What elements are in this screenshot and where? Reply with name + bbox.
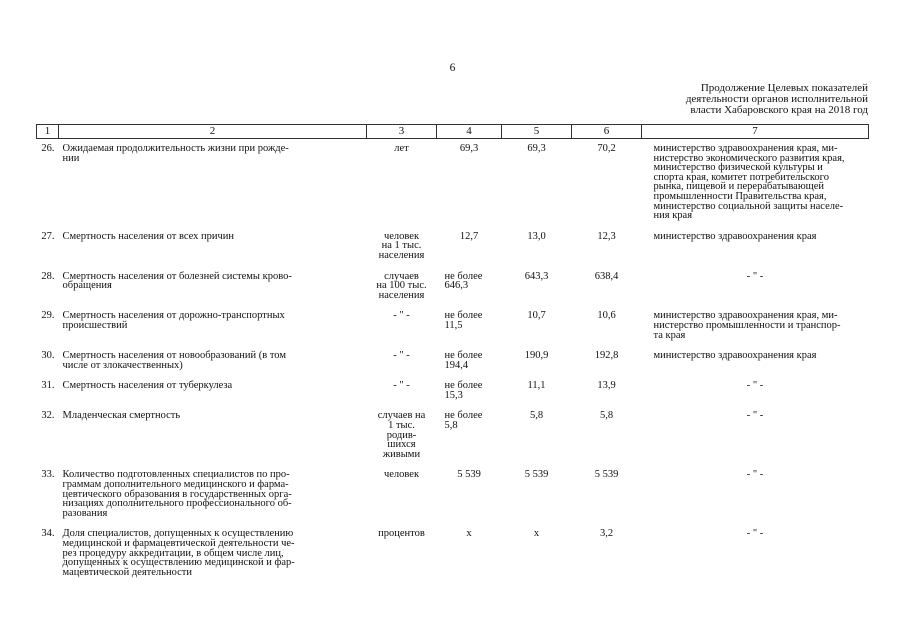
unit: случаев на 100 тыс. населения [376, 270, 427, 301]
executor: - " - [746, 380, 764, 392]
indicator-name: Смертность населения от туберкулеза [62, 380, 233, 392]
indicator-name: Смертность населения от новообразований (в том числе от злокачественных) [62, 350, 286, 371]
indicator-name: Ожидаемая продолжительность жизни при рожде- нии [62, 143, 289, 164]
indicator-name: Количество подготовленных специалистов по про- граммам дополнительного медицинского и фарма- цевтического образования в государственных орга- низациях дополнительного профессионального об- разования [62, 469, 292, 519]
row-number: 33. [41, 469, 55, 481]
row-number: 27. [41, 230, 55, 242]
value-col4: не более 11,5 [444, 310, 483, 331]
header-cell: 4 [437, 125, 502, 139]
value-col4: не более 646,3 [444, 270, 483, 292]
header-cell: 1 [37, 125, 59, 139]
table-row [37, 406, 869, 465]
value-col5: 643,3 [524, 270, 549, 282]
value-col4: 5 539 [457, 469, 481, 481]
table-row [37, 465, 869, 524]
header-cell: 3 [367, 125, 437, 139]
value-col6: 3,2 [599, 528, 614, 540]
unit: - " - [393, 310, 410, 322]
value-col6: 638,4 [594, 270, 619, 282]
value-col5: 11,1 [527, 380, 546, 392]
row-number: 29. [41, 310, 55, 322]
header-cell: 7 [642, 125, 869, 139]
value-col4: 12,7 [459, 230, 479, 242]
unit: случаев на 1 тыс. родив- шихся живыми [377, 410, 426, 460]
table-row [37, 227, 869, 267]
executor: министерство здравоохранения края, ми- нистерство экономического развития края, министерство физической культуры и спорта края, комитет потребительского рынка, пищевой и перерабатывающей промышленности Правительства края, министерство социальной защиты населе- ния края [653, 143, 845, 222]
value-col5: х [533, 528, 540, 540]
executor: министерство здравоохранения края, ми- нистерство промышленности и транспор- та края [653, 310, 841, 341]
value-col4: не более 194,4 [444, 350, 483, 371]
value-col6: 10,6 [597, 310, 616, 322]
unit: - " - [393, 380, 410, 392]
table-row [37, 139, 869, 227]
value-col6: 5 539 [594, 469, 619, 481]
continuation-title: Продолжение Целевых показателей деятельности органов исполнительной власти Хабаровского края на 2018 год [685, 82, 868, 116]
value-col6: 192,8 [594, 350, 619, 362]
indicators-table [36, 124, 869, 583]
row-number: 28. [41, 270, 55, 282]
table-row [37, 267, 869, 307]
value-col5: 5,8 [529, 410, 544, 422]
indicator-name: Смертность населения от всех причин [62, 230, 235, 242]
executor: министерство здравоохранения края [653, 350, 817, 362]
value-col4: не более 15,3 [444, 380, 483, 401]
unit: - " - [393, 350, 410, 362]
value-col4: 69,3 [459, 143, 479, 154]
unit: процентов [378, 528, 425, 540]
table-row [37, 376, 869, 406]
value-col5: 10,7 [527, 310, 546, 322]
row-number: 30. [41, 350, 55, 362]
executor: министерство здравоохранения края [653, 230, 817, 242]
indicator-name: Доля специалистов, допущенных к осуществлению медицинской и фармацевтической деятельности че- рез процедуру аккредитации, в общем числе лиц, допущенных к осуществлению медицинской и фар- мацевтической деятельности [62, 528, 295, 578]
indicator-name: Смертность населения от дорожно-транспортных происшествий [62, 310, 285, 331]
executor: - " - [746, 528, 764, 540]
value-col4: х [466, 528, 472, 540]
header-cell: 2 [59, 125, 367, 139]
value-col5: 190,9 [524, 350, 549, 362]
header-cell: 5 [502, 125, 572, 139]
value-col6: 13,9 [597, 380, 616, 392]
executor: - " - [746, 270, 764, 282]
unit: лет [394, 143, 409, 154]
value-col5: 13,0 [527, 230, 546, 242]
header-cell: 6 [572, 125, 642, 139]
row-number: 26. [41, 143, 55, 154]
table-row [37, 306, 869, 346]
value-col5: 69,3 [527, 143, 546, 154]
row-number: 34. [41, 528, 55, 540]
value-col6: 12,3 [597, 230, 616, 242]
executor: - " - [746, 469, 764, 481]
page-number: 6 [449, 62, 456, 74]
value-col5: 5 539 [524, 469, 549, 481]
value-col6: 70,2 [597, 143, 616, 154]
row-number: 32. [41, 410, 55, 422]
unit: человек на 1 тыс. населения [378, 230, 425, 261]
indicator-name: Смертность населения от болезней системы крово- обращения [62, 270, 292, 292]
value-col4: не более 5,8 [444, 410, 483, 432]
header-row [37, 125, 869, 139]
row-number: 31. [41, 380, 55, 392]
indicator-name: Младенческая смертность [62, 410, 181, 422]
unit: человек [383, 469, 420, 481]
value-col6: 5,8 [599, 410, 614, 422]
table-row [37, 524, 869, 583]
executor: - " - [746, 410, 764, 422]
table-row [37, 346, 869, 376]
